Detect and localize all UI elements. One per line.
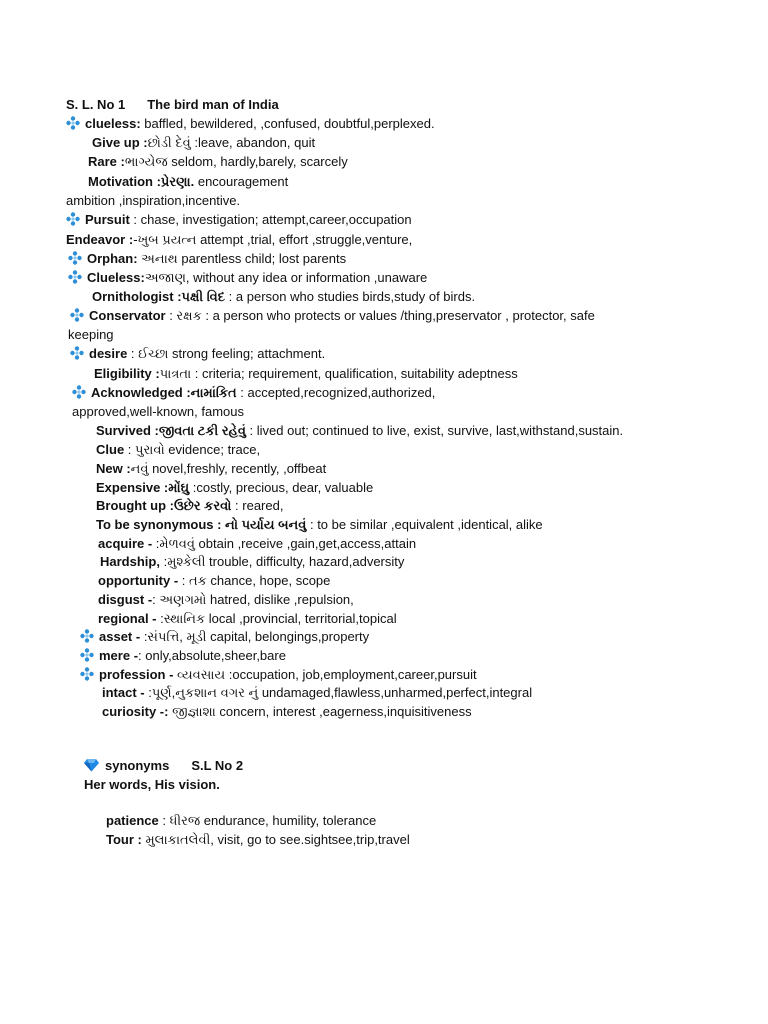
vocab-definition: :સંપત્તિ, મૂડી capital, belongings,property <box>140 629 370 644</box>
vocab-term: Conservator <box>89 308 166 323</box>
vocab-line <box>80 667 477 683</box>
vocab-definition: :મુશ્કેલી trouble, difficulty, hazard,adversity <box>159 554 405 569</box>
vocab-term: Ornithologist :પક્ષી વિદ <box>92 289 226 304</box>
vocab-term: Acknowledged :નામાંકિત <box>91 385 237 400</box>
vocab-term: clueless: <box>85 116 141 131</box>
vocab-term: Rare : <box>88 154 125 169</box>
vocab-term: Pursuit <box>85 212 130 227</box>
vocab-term: Give up : <box>92 135 148 150</box>
section-serial: S.L No 2 <box>191 758 244 773</box>
vocab-definition: : રક્ષક : a person who protects or values /thing,preservator , protector, safe <box>165 308 595 323</box>
section-subtitle: Her words, His vision. <box>84 777 220 792</box>
gem-icon <box>84 758 99 772</box>
vocab-line <box>98 536 416 552</box>
vocab-line <box>96 498 283 514</box>
vocab-term: profession - <box>99 667 174 682</box>
vocab-term: Expensive :મોંઘુ <box>96 480 190 495</box>
vocab-definition: છોડી દેવું :leave, abandon, quit <box>147 135 316 150</box>
vocab-definition: પાત્રતા : criteria; requirement, qualification, suitability adeptness <box>159 366 518 381</box>
vocab-definition: :costly, precious, dear, valuable <box>189 480 374 495</box>
vocab-definition: નવું novel,freshly, recently, ,offbeat <box>130 461 327 476</box>
vocab-line <box>106 813 376 829</box>
vocab-term: Survived :જીવતા ટકી રહેવું <box>96 423 246 438</box>
vocab-term: intact - <box>102 685 145 700</box>
section-serial: S. L. No 1 <box>66 97 126 112</box>
vocab-term: disgust - <box>98 592 153 607</box>
vocab-line <box>98 611 397 627</box>
vocab-definition: : તક chance, hope, scope <box>178 573 331 588</box>
vocab-definition: : to be similar ,equivalent ,identical, alike <box>306 517 543 532</box>
diamond-bullet-icon <box>80 629 94 643</box>
vocab-definition: અજાણ, without any idea or information ,unaware <box>144 270 428 285</box>
vocab-term: Endeavor : <box>66 232 134 247</box>
chapter-title: The bird man of India <box>147 97 279 112</box>
vocab-term: curiosity -: <box>102 704 169 719</box>
vocab-definition: : only,absolute,sheer,bare <box>138 648 286 663</box>
vocab-definition: keeping <box>68 327 114 342</box>
vocab-term: Brought up :ઉછેર કરવો <box>96 498 232 513</box>
diamond-bullet-icon <box>80 648 94 662</box>
vocab-term: Clue <box>96 442 125 457</box>
vocab-term: Eligibility : <box>94 366 160 381</box>
vocab-definition: :મેળવવું obtain ,receive ,gain,get,access,attain <box>152 536 417 551</box>
vocab-definition: : reared, <box>231 498 284 513</box>
vocab-term: opportunity - <box>98 573 179 588</box>
vocab-line <box>102 704 472 720</box>
vocab-term: Orphan: <box>87 251 138 266</box>
diamond-bullet-icon <box>68 270 82 284</box>
vocab-line <box>68 327 114 343</box>
vocab-definition: :પૂર્ણ,નુકશાન વગર નું undamaged,flawless,unharmed,perfect,integral <box>144 685 533 700</box>
vocab-definition: : અણગમો hatred, dislike ,repulsion, <box>152 592 354 607</box>
vocab-definition: baffled, bewildered, ,confused, doubtful,perplexed. <box>140 116 435 131</box>
vocab-line <box>66 116 435 132</box>
vocab-term: To be synonymous : નો પર્યાય બનવું <box>96 517 307 532</box>
vocab-term: Hardship, <box>100 554 160 569</box>
vocab-line <box>94 366 518 382</box>
vocab-line <box>66 193 240 209</box>
vocab-line <box>88 154 348 170</box>
vocab-definition: : a person who studies birds,study of birds. <box>225 289 476 304</box>
vocab-definition: ભાગ્યેજ seldom, hardly,barely, scarcely <box>124 154 348 169</box>
vocab-definition: મુલાકાતલેવી, visit, go to see.sightsee,trip,travel <box>141 832 410 847</box>
vocab-line <box>106 832 410 848</box>
vocab-line <box>70 346 325 362</box>
diamond-bullet-icon <box>80 667 94 681</box>
diamond-bullet-icon <box>66 116 80 130</box>
vocab-line <box>72 385 435 401</box>
page-title <box>66 97 279 113</box>
vocab-definition: : પુરાવો evidence; trace, <box>124 442 261 457</box>
vocab-line <box>68 270 427 286</box>
vocab-line <box>92 135 315 151</box>
vocab-line <box>88 174 288 190</box>
diamond-bullet-icon <box>72 385 86 399</box>
vocab-definition: : ધીરજ endurance, humility, tolerance <box>158 813 377 828</box>
vocab-line <box>96 442 260 458</box>
vocab-line <box>98 573 330 589</box>
vocab-term: acquire - <box>98 536 153 551</box>
vocab-term: mere - <box>99 648 139 663</box>
vocab-line <box>100 554 404 570</box>
vocab-line <box>98 592 354 608</box>
vocab-definition: : accepted,recognized,authorized, <box>236 385 436 400</box>
vocab-line <box>92 289 475 305</box>
vocab-term: New : <box>96 461 131 476</box>
vocab-definition: ambition ,inspiration,incentive. <box>66 193 241 208</box>
vocab-definition: -ખુબ પ્રયત્ન attempt ,trial, effort ,struggle,venture, <box>133 232 413 247</box>
diamond-bullet-icon <box>66 212 80 226</box>
vocab-definition: approved,well-known, famous <box>72 404 244 419</box>
vocab-definition: વ્યવસાય :occupation, job,employment,career,pursuit <box>173 667 477 682</box>
vocab-term: regional - <box>98 611 157 626</box>
diamond-bullet-icon <box>70 308 84 322</box>
vocab-line <box>102 685 532 701</box>
vocab-definition: :સ્થાનિક local ,provincial, territorial,topical <box>156 611 397 626</box>
vocab-line <box>96 517 543 533</box>
vocab-definition: : chase, investigation; attempt,career,occupation <box>129 212 412 227</box>
vocab-definition: encouragement <box>194 174 289 189</box>
vocab-term: Tour : <box>106 832 142 847</box>
section-label: synonyms <box>105 758 170 773</box>
vocab-definition: જીજ્ઞાશા concern, interest ,eagerness,inquisitiveness <box>168 704 472 719</box>
vocab-term: Clueless: <box>87 270 145 285</box>
vocab-term: patience <box>106 813 159 828</box>
vocab-line <box>66 232 412 248</box>
vocab-definition: : lived out; continued to live, exist, survive, last,withstand,sustain. <box>245 423 624 438</box>
vocab-term: asset - <box>99 629 141 644</box>
vocab-line <box>96 480 373 496</box>
vocab-line <box>96 423 623 439</box>
vocab-line <box>68 251 346 267</box>
diamond-bullet-icon <box>70 346 84 360</box>
vocab-line <box>80 648 286 664</box>
vocab-definition: : ઈચ્છા strong feeling; attachment. <box>127 346 326 361</box>
diamond-bullet-icon <box>68 251 82 265</box>
vocab-line <box>96 461 326 477</box>
vocab-line <box>80 629 369 645</box>
vocab-line <box>66 212 412 228</box>
vocab-term: desire <box>89 346 128 361</box>
section-heading <box>84 758 243 774</box>
vocab-line <box>72 404 244 420</box>
vocab-term: Motivation :પ્રેરણા. <box>88 174 195 189</box>
vocab-definition: અનાથ parentless child; lost parents <box>137 251 347 266</box>
vocab-line <box>70 308 595 324</box>
